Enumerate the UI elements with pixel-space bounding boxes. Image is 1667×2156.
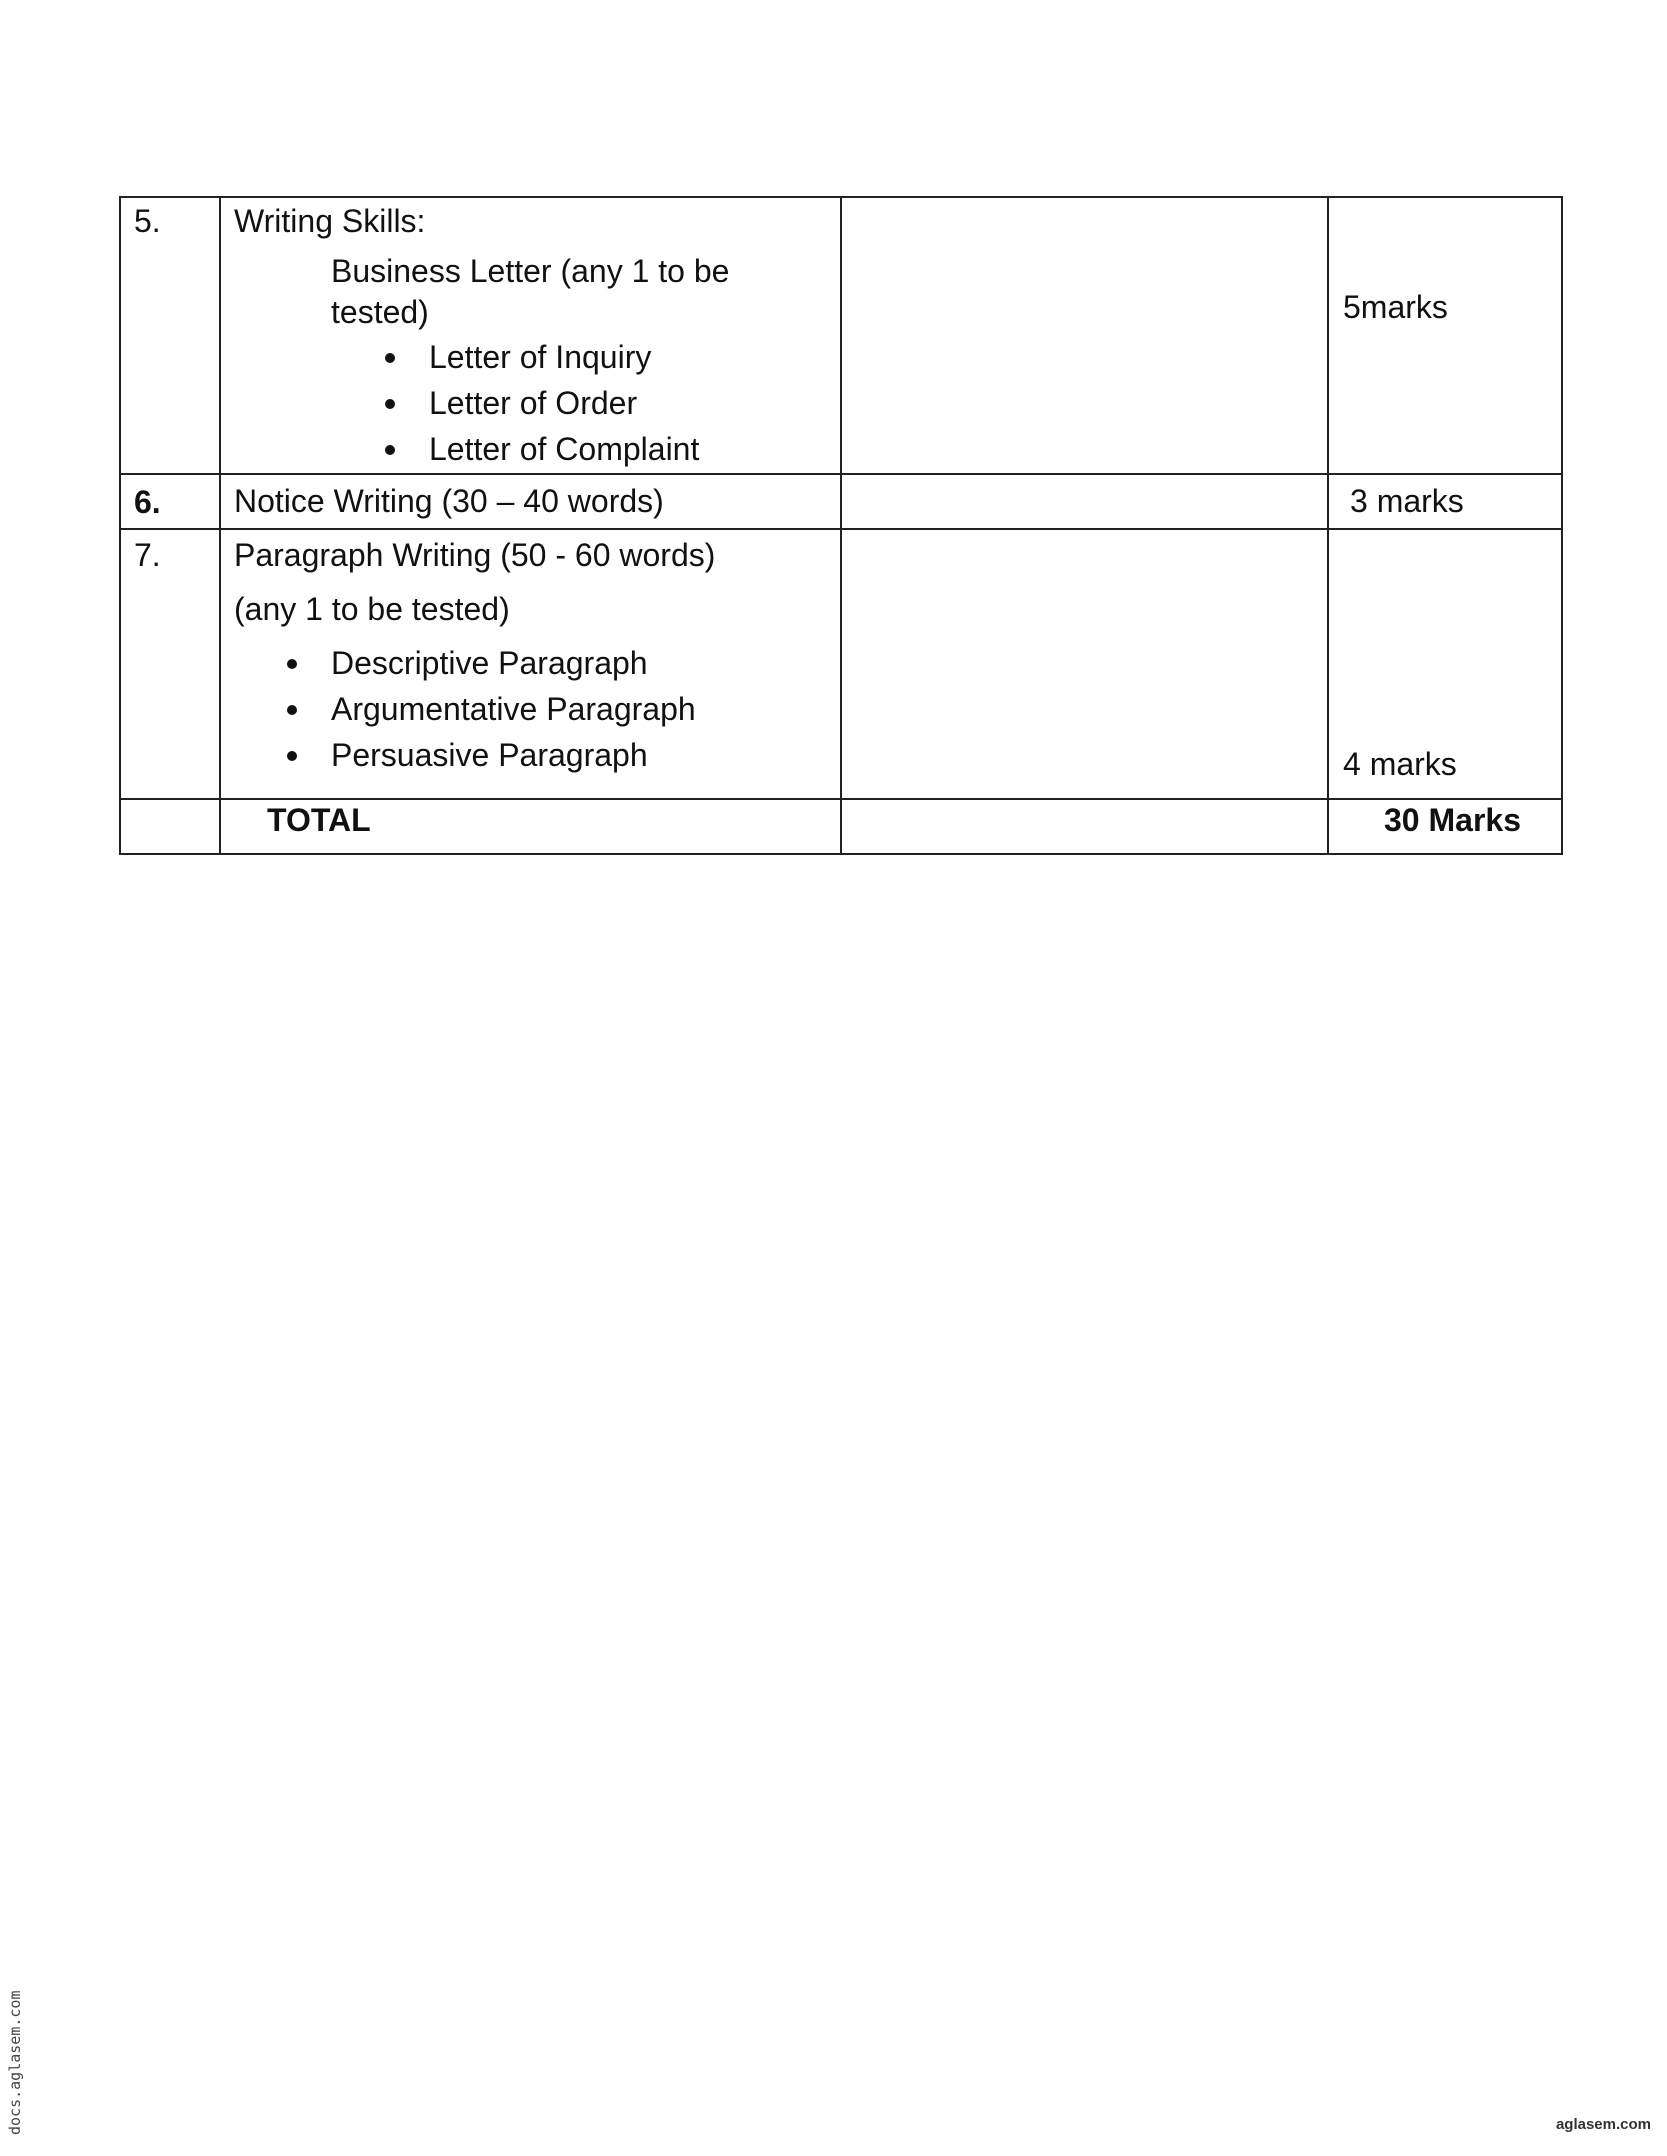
row-subtitle: Business Letter (any 1 to be	[331, 253, 730, 289]
row-subtitle: (any 1 to be tested)	[234, 591, 510, 627]
list-item: Letter of Complaint	[429, 431, 700, 467]
bullet-icon	[385, 353, 395, 363]
bullet-icon	[287, 659, 297, 669]
total-marks: 30 Marks	[1384, 802, 1521, 838]
bullet-icon	[287, 751, 297, 761]
list-item: Letter of Inquiry	[429, 339, 652, 375]
row-number: 7.	[134, 537, 161, 573]
row-number: 6.	[134, 484, 161, 520]
table-border-left	[119, 196, 121, 855]
list-item: Letter of Order	[429, 385, 638, 421]
corner-watermark: aglasem.com	[1555, 2116, 1651, 2133]
marks-table	[119, 196, 1563, 855]
row-subtitle: tested)	[331, 294, 429, 330]
bullet-icon	[287, 705, 297, 715]
total-label: TOTAL	[267, 802, 371, 838]
bullet-icon	[385, 399, 395, 409]
row-title: Notice Writing (30 – 40 words)	[234, 483, 664, 519]
list-item: Descriptive Paragraph	[331, 645, 648, 681]
row-marks: 4 marks	[1343, 746, 1457, 782]
column-divider	[1327, 196, 1329, 855]
row-marks: 3 marks	[1350, 483, 1464, 519]
side-watermark: docs.aglasem.com	[6, 1990, 24, 2135]
list-item: Persuasive Paragraph	[331, 737, 648, 773]
row-title: Paragraph Writing (50 - 60 words)	[234, 537, 716, 573]
column-divider	[219, 196, 221, 855]
table-border-right	[1561, 196, 1563, 855]
bullet-icon	[385, 445, 395, 455]
row-marks: 5marks	[1343, 289, 1448, 325]
list-item: Argumentative Paragraph	[331, 691, 696, 727]
row-number: 5.	[134, 203, 161, 239]
row-title: Writing Skills:	[234, 203, 426, 239]
column-divider	[840, 196, 842, 855]
